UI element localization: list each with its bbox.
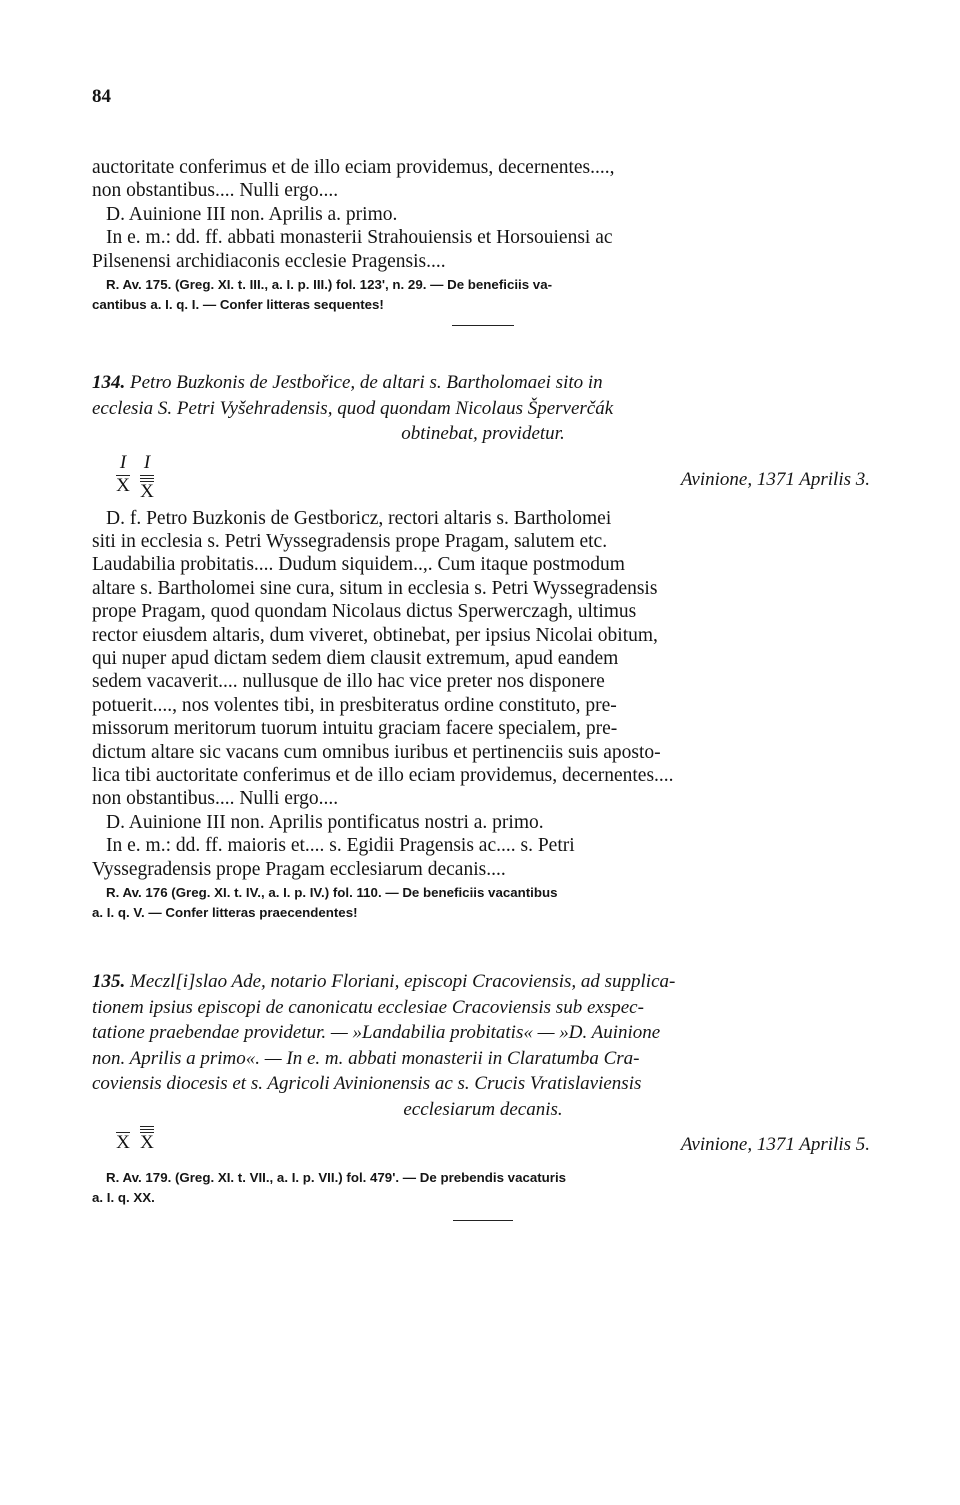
register-mark: X — [136, 1126, 158, 1151]
text-line: In e. m.: dd. ff. abbati monasterii Strahouiensis et Horsouiensi ac — [106, 227, 613, 249]
continued-letter — [92, 156, 874, 315]
page-number: 84 — [92, 86, 111, 107]
separator-rule — [452, 325, 514, 326]
place-date: Avinione, 1371 Aprilis 5. — [680, 1134, 870, 1156]
document-number: 135. — [92, 971, 126, 993]
register-mark: I X — [140, 451, 154, 502]
archival-reference: a. I. q. V. — Confer litteras praecendentes! — [92, 905, 358, 921]
heading-line: non. Aprilis a primo«. — In e. m. abbati monasterii in Claratumba Cra- — [92, 1047, 640, 1069]
text-line: sedem vacaverit.... nullusque de illo hac vice preter nos disponere — [92, 671, 605, 693]
archival-reference: R. Av. 179. (Greg. XI. t. VII., a. I. p. VII.) fol. 479'. — De prebendis vacaturis — [106, 1170, 567, 1186]
archival-reference: R. Av. 176 (Greg. XI. t. IV., a. I. p. IV.) fol. 110. — De beneficiis vacantibus — [106, 885, 558, 901]
document-number: 134. — [92, 372, 126, 394]
heading-line: Petro Buzkonis de Jestbořice, de altari s. Bartholomaei sito in — [130, 372, 603, 394]
place-date: Avinione, 1371 Aprilis 3. — [680, 468, 870, 490]
text-line: Laudabilia probitatis.... Dudum siquidem..,. Cum itaque postmodum — [92, 554, 625, 576]
dating-row — [92, 451, 874, 502]
regest-heading — [92, 370, 874, 396]
heading-line: Meczl[i]slao Ade, notario Floriani, episcopi Cracoviensis, ad supplica- — [130, 971, 676, 993]
text-line: missorum meritorum tuorum intuitu graciam facere specialem, pre- — [92, 718, 618, 740]
text-line: prope Pragam, quod quondam Nicolaus dictus Sperwerczagh, ultimus — [92, 601, 637, 623]
heading-line: ecclesiarum decanis. — [403, 1098, 563, 1120]
document-page — [92, 80, 874, 1221]
archival-reference: a. I. q. XX. — [92, 1190, 155, 1206]
separator-rule — [453, 1220, 513, 1221]
text-line: altare s. Bartholomei sine cura, situm in ecclesia s. Petri Wyssegradensis — [92, 577, 658, 599]
text-line: D. f. Petro Buzkonis de Gestboricz, rectori altaris s. Bartholomei — [106, 507, 612, 529]
text-line: non obstantibus.... Nulli ergo.... — [92, 788, 339, 810]
text-line: In e. m.: dd. ff. maioris et.... s. Egidii Pragensis ac.... s. Petri — [106, 835, 575, 857]
text-line: D. Auinione III non. Aprilis pontificatus nostri a. primo. — [106, 811, 544, 833]
regest-heading — [92, 969, 874, 995]
text-line: lica tibi auctoritate conferimus et de illo eciam providemus, decernentes.... — [92, 765, 674, 786]
register-mark: X — [116, 1132, 130, 1154]
document-135 — [92, 969, 874, 1208]
heading-line: tionem ipsius episcopi de canonicatu ecclesiae Cracoviensis sub exspec- — [92, 996, 644, 1018]
text-line: non obstantibus.... Nulli ergo.... — [92, 180, 339, 202]
text-line: qui nuper apud dictam sedem diem clausit extremum, apud eandem — [92, 647, 619, 669]
text-line: potuerit...., nos volentes tibi, in presbiteratus ordine constituto, pre- — [92, 694, 617, 716]
heading-line: obtinebat, providetur. — [401, 423, 565, 445]
archival-reference: R. Av. 175. (Greg. XI. t. III., a. I. p. III.) fol. 123', n. 29. — De beneficiis va- — [106, 277, 553, 293]
text-line: dictum altare sic vacans cum omnibus iuribus et pertinenciis suis aposto- — [92, 741, 661, 763]
heading-line: tatione praebendae providetur. — »Landabilia probitatis« — »D. Auinione — [92, 1022, 661, 1044]
text-line: rector eiusdem altaris, dum viveret, obtinebat, per ipsius Nicolai obitum, — [92, 624, 658, 646]
text-line: siti in ecclesia s. Petri Wyssegradensis prope Pragam, salutem etc. — [92, 530, 608, 552]
register-mark: I X — [116, 451, 130, 496]
archival-reference: cantibus a. I. q. I. — Confer litteras sequentes! — [92, 297, 384, 313]
text-line: Pilsenensi archidiaconis ecclesie Pragensis.... — [92, 250, 446, 272]
text-line: D. Auinione III non. Aprilis a. primo. — [106, 203, 398, 225]
heading-line: ecclesia S. Petri Vyšehradensis, quod quondam Nicolaus Šperverčák — [92, 397, 614, 419]
text-line: auctoritate conferimus et de illo eciam providemus, decernentes...., — [92, 157, 615, 178]
letter-text — [92, 507, 874, 924]
dating-row — [92, 1126, 874, 1164]
text-line: Vyssegradensis prope Pragam ecclesiarum decanis.... — [92, 858, 506, 880]
heading-line: coviensis diocesis et s. Agricoli Avinionensis ac s. Crucis Vratislaviensis — [92, 1073, 642, 1095]
document-134 — [92, 370, 874, 923]
